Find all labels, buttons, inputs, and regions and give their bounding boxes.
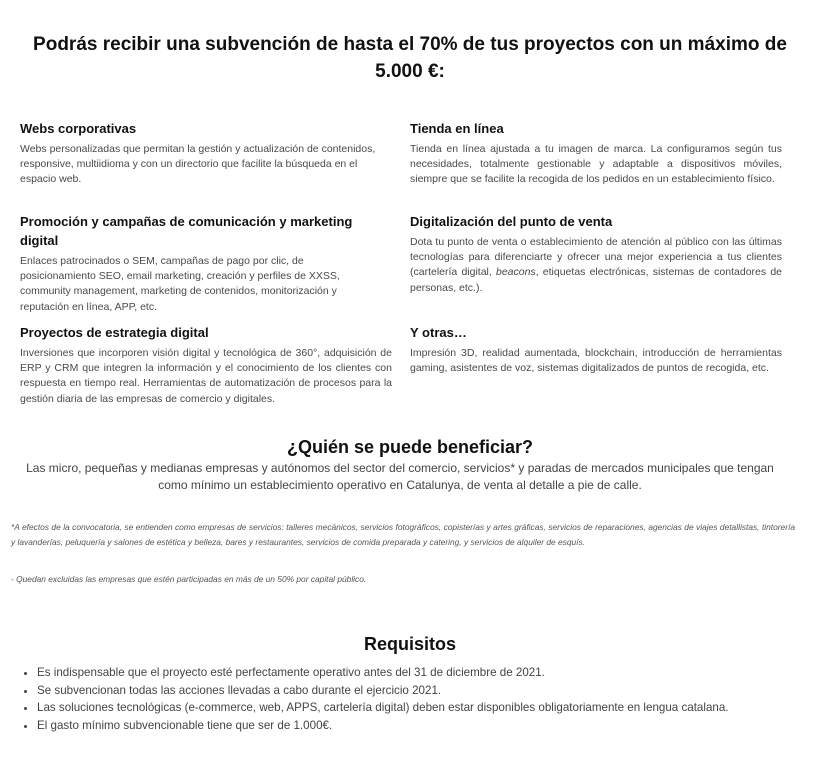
- service-otras: [410, 323, 782, 376]
- service-marketing-digital: [20, 212, 370, 315]
- list-item: • El gasto mínimo subvencionable tiene que ser de 1.000€.: [37, 717, 817, 735]
- exclusion-note: - Quedan excluidas las empresas que estén participadas en más de un 50% por capital público.: [11, 574, 367, 584]
- service-description: Impresión 3D, realidad aumentada, blockchain, introducción de herramientas gaming, asistentes de voz, sistemas digitalizados de puntos de recogida, etc.: [410, 347, 782, 375]
- beneficiaries-title: ¿Quién se puede beneficiar?: [286, 437, 534, 457]
- services-footnote: *A efectos de la convocatoria, se entienden como empresas de servicios: talleres mecánicos, servicios fotográficos, copisterías y artes gráficas, servicios de reparaciones, agencias de viajes detallistas, tintorería y lavanderías, peluquería y salones de estética y belleza, bares y restaurantes, servicios de comida preparada y catering, y servicios de alquiler de esquís.: [11, 522, 795, 547]
- requirements-list: [20, 664, 817, 734]
- beneficiaries-text: Las micro, pequeñas y medianas empresas y autónomos del sector del comercio, servicios* y paradas de mercados municipales que tengan como mínimo un establecimiento operativo en Catalunya, de venta al detalle a pie de calle.: [26, 461, 774, 492]
- service-estrategia-digital: [20, 323, 392, 407]
- service-webs-corporativas: [20, 119, 392, 188]
- subsidy-headline: Podrás recibir una subvención de hasta el 70% de tus proyectos con un máximo de 5.000 €:: [33, 33, 787, 82]
- service-title: Proyectos de estrategia digital: [20, 325, 209, 340]
- list-item: • Es indispensable que el proyecto esté perfectamente operativo antes del 31 de diciembre de 2021.: [37, 664, 817, 682]
- service-title: Y otras…: [410, 325, 467, 340]
- service-tienda-en-linea: [410, 119, 782, 188]
- beacons-term: beacons: [495, 266, 536, 279]
- service-description: Inversiones que incorporen visión digital y tecnológica de 360°, adquisición de ERP y CRM que integren la información y el conocimiento de los clientes con respuesta en tiempo real. Herramientas de automatización de procesos para la gestión diaria de las empresas de comercio y digitales.: [20, 347, 392, 405]
- service-description: Dota tu punto de venta o establecimiento de atención al público con las últimas tecnologías para diferenciarte y ofrecer una mejor experiencia a tus clientes (cartelería digital, beacons, etiquetas electrónicas, sistemas de contadores de personas, etc.).: [410, 236, 782, 294]
- service-punto-de-venta: [410, 212, 782, 296]
- service-description: Webs personalizadas que permitan la gestión y actualización de contenidos, responsive, multiidioma y con un directorio que facilite la búsqueda en el espacio web.: [20, 143, 376, 186]
- service-description: Tienda en línea ajustada a tu imagen de marca. La configuramos según tus necesidades, totalmente gestionable y adaptable a dispositivos móviles, siempre que se facilite la recogida de los pedidos en un establecimiento físico.: [410, 143, 782, 186]
- service-description: Enlaces patrocinados o SEM, campañas de pago por clic, de posicionamiento SEO, email marketing, creación y perfiles de XXSS, community management, marketing de contenidos, monitorización y reputación en línea, APP, etc.: [20, 255, 340, 313]
- list-item: • Se subvencionan todas las acciones llevadas a cabo durante el ejercicio 2021.: [37, 682, 817, 700]
- list-item: • Las soluciones tecnológicas (e-commerce, web, APPS, cartelería digital) deben estar disponibles obligatoriamente en lengua catalana.: [37, 699, 817, 717]
- service-title: Digitalización del punto de venta: [410, 214, 613, 229]
- service-title: Webs corporativas: [20, 121, 137, 136]
- service-title: Promoción y campañas de comunicación y marketing digital: [20, 214, 353, 248]
- service-title: Tienda en línea: [410, 121, 504, 136]
- requirements-title: Requisitos: [363, 634, 456, 654]
